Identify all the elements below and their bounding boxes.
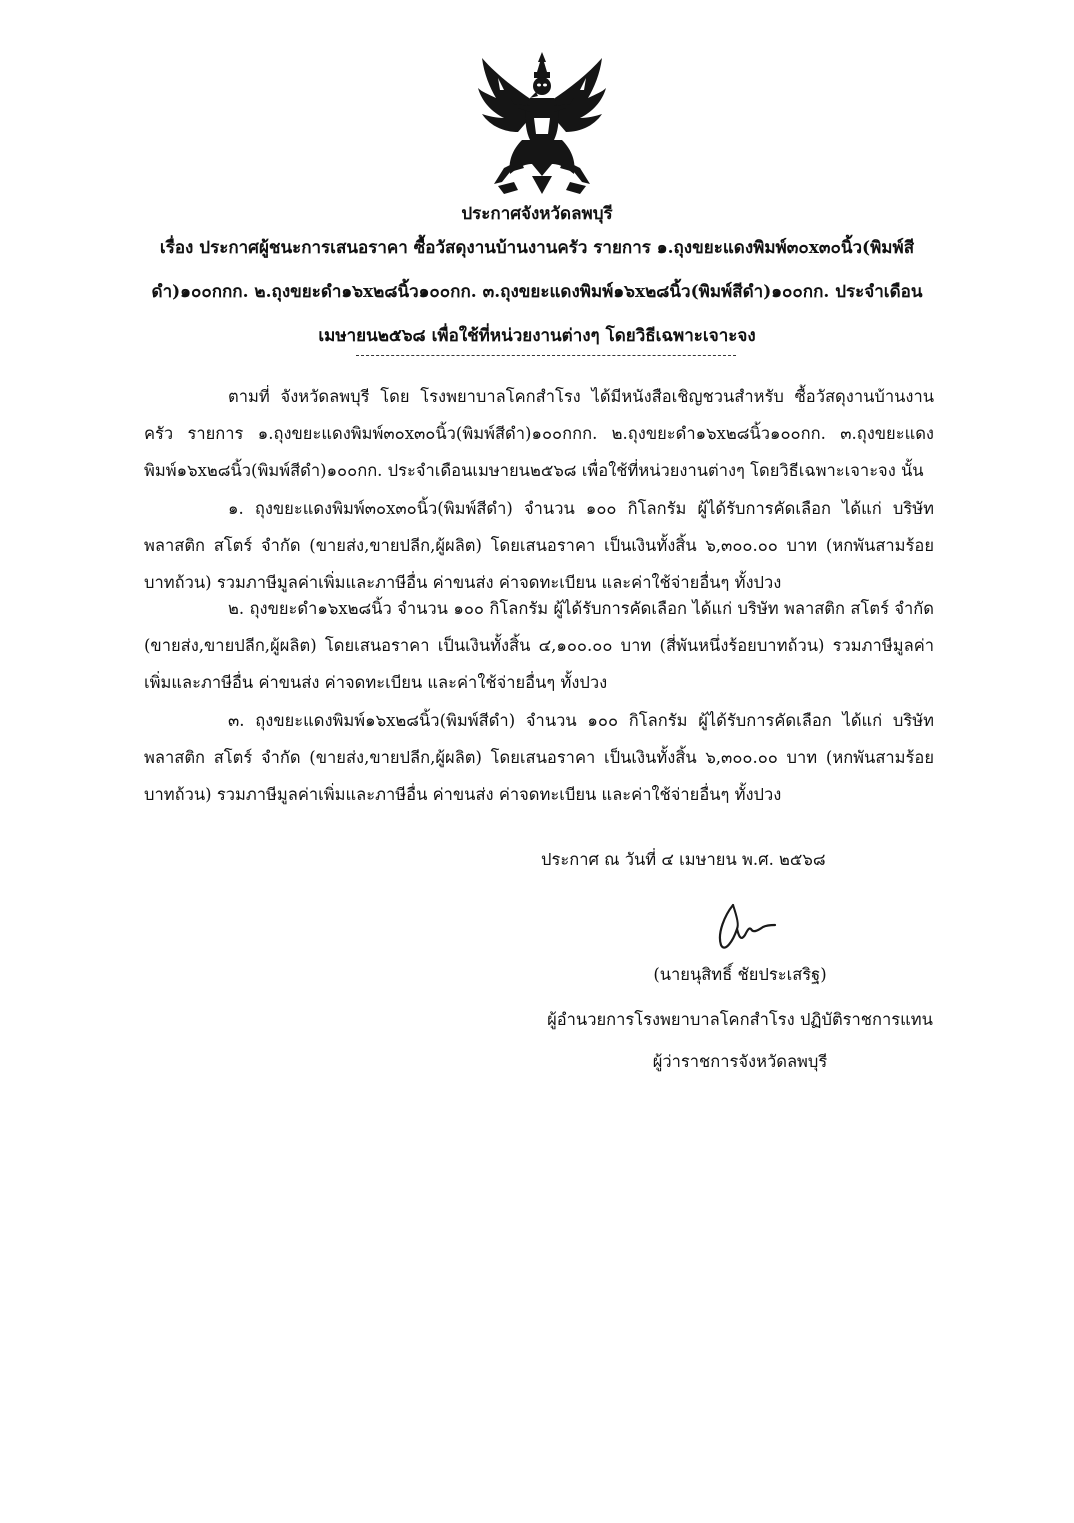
garuda-emblem-icon [474,48,610,196]
signer-authority: ผู้ว่าราชการจังหวัดลพบุรี [652,1052,828,1071]
item-1-paragraph: ๑. ถุงขยะแดงพิมพ์๓๐x๓๐นิ้ว(พิมพ์สีดำ) จำนวน ๑๐๐ กิโลกรัม ผู้ได้รับการคัดเลือก ได้แก่ บริษัท พลาสติก สโตร์ จำกัด (ขายส่ง,ขายปลีก,ผู้ผลิต) โดยเสนอราคา เป็นเงินทั้งสิ้น ๖,๓๐๐.๐๐ บาท (หกพันสามร้อยบาทถ้วน) รวมภาษีมูลค่าเพิ่มและภาษีอื่น ค่าขนส่ง ค่าจดทะเบียน และค่าใช้จ่ายอื่นๆ ทั้งปวง [144,499,934,592]
signature-icon [711,897,777,955]
dashed-divider [356,355,736,356]
item-3-paragraph: ๓. ถุงขยะแดงพิมพ์๑๖x๒๘นิ้ว(พิมพ์สีดำ) จำนวน ๑๐๐ กิโลกรัม ผู้ได้รับการคัดเลือก ได้แก่ บริษัท พลาสติก สโตร์ จำกัด (ขายส่ง,ขายปลีก,ผู้ผลิต) โดยเสนอราคา เป็นเงินทั้งสิ้น ๖,๓๐๐.๐๐ บาท (หกพันสามร้อยบาทถ้วน) รวมภาษีมูลค่าเพิ่มและภาษีอื่น ค่าขนส่ง ค่าจดทะเบียน และค่าใช้จ่ายอื่นๆ ทั้งปวง [144,711,934,804]
item-2-paragraph: ๒. ถุงขยะดำ๑๖x๒๘นิ้ว จำนวน ๑๐๐ กิโลกรัม ผู้ได้รับการคัดเลือก ได้แก่ บริษัท พลาสติก สโตร์ จำกัด (ขายส่ง,ขายปลีก,ผู้ผลิต) โดยเสนอราคา เป็นเงินทั้งสิ้น ๔,๑๐๐.๐๐ บาท (สี่พันหนึ่งร้อยบาทถ้วน) รวมภาษีมูลค่าเพิ่มและภาษีอื่น ค่าขนส่ง ค่าจดทะเบียน และค่าใช้จ่ายอื่นๆ ทั้งปวง [144,599,934,692]
page-title: ประกาศจังหวัดลพบุรี [461,204,613,224]
signer-name: (นายนุสิทธิ์ ชัยประเสริฐ) [653,965,827,984]
signer-position: ผู้อำนวยการโรงพยาบาลโคกสำโรง ปฏิบัติราชการแทน [547,1010,933,1029]
intro-paragraph: ตามที่ จังหวัดลพบุรี โดย โรงพยาบาลโคกสำโรง ได้มีหนังสือเชิญชวนสำหรับ ซื้อวัสดุงานบ้านงานครัว รายการ ๑.ถุงขยะแดงพิมพ์๓๐x๓๐นิ้ว(พิมพ์สีดำ)๑๐๐กกก. ๒.ถุงขยะดำ๑๖x๒๘นิ้ว๑๐๐กก. ๓.ถุงขยะแดงพิมพ์๑๖x๒๘นิ้ว(พิมพ์สีดำ)๑๐๐กก. ประจำเดือนเมษายน๒๕๖๘ เพื่อใช้ที่หน่วยงานต่างๆ โดยวิธีเฉพาะเจาะจง นั้น [144,387,934,480]
announcement-date: ประกาศ ณ วันที่ ๔ เมษายน พ.ศ. ๒๕๖๘ [541,850,826,869]
announcement-subject: เรื่อง ประกาศผู้ชนะการเสนอราคา ซื้อวัสดุงานบ้านงานครัว รายการ ๑.ถุงขยะแดงพิมพ์๓๐x๓๐นิ้ว(พิมพ์สีดำ)๑๐๐กกก. ๒.ถุงขยะดำ๑๖x๒๘นิ้ว๑๐๐กก. ๓.ถุงขยะแดงพิมพ์๑๖x๒๘นิ้ว(พิมพ์สีดำ)๑๐๐กก. ประจำเดือนเมษายน๒๕๖๘ เพื่อใช้ที่หน่วยงานต่างๆ โดยวิธีเฉพาะเจาะจง [151,238,923,346]
